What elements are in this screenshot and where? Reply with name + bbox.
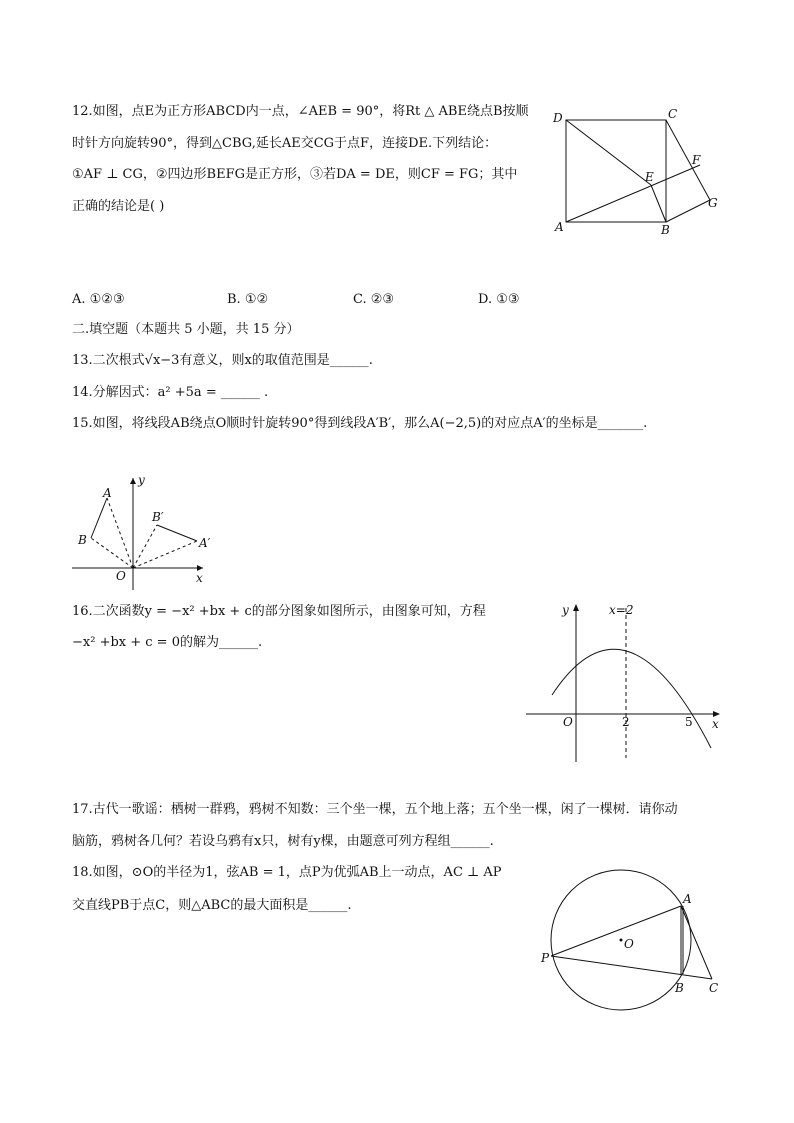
q17-line-2: 脑筋，鸦树各几何？若设乌鸦有x只，树有y棵，由题意可列方程组______. [72, 834, 494, 849]
option-a: A. ①②③ [72, 292, 125, 307]
q13-text: 13.二次根式√x−3有意义，则x的取值范围是______. [72, 353, 373, 368]
q16-label-x: x [712, 717, 719, 731]
q12-line-4: 正确的结论是( ) [72, 199, 165, 214]
q12-line-3: ①AF ⊥ CG，②四边形BEFG是正方形，③若DA = DE，则CF = FG；其中 [72, 167, 518, 182]
q16-line-1: 16.二次函数y = −x² +bx + c的部分图象如图所示，由图象可知，方程 [72, 604, 486, 619]
q12-line-1: 12.如图，点E为正方形ABCD内一点，∠AEB = 90°，将Rt △ ABE绕点B按顺 [72, 104, 529, 119]
q15-text: 15.如图，将线段AB绕点O顺时针旋转90°得到线段A′B′，那么A(−2,5)的对应点A′的坐标是_______. [72, 416, 648, 431]
q12-line-2: 时针方向旋转90°，得到△CBG,延长AE交CG于点F，连接DE.下列结论： [72, 136, 498, 151]
q16-tick-2: 2 [622, 715, 630, 729]
label-D: D [553, 111, 563, 125]
q18-label-A: A [683, 892, 692, 906]
q18-label-P: P [541, 951, 550, 965]
option-c: C. ②③ [353, 292, 395, 307]
section-heading: 二.填空题（本题共 5 小题，共 15 分） [72, 322, 300, 337]
label-C: C [668, 107, 678, 121]
label-B: B [661, 223, 670, 237]
q15-label-B1: B′ [152, 510, 164, 524]
label-G: G [708, 196, 718, 210]
label-F: F [692, 153, 701, 167]
q15-label-A1: A′ [199, 536, 211, 550]
q16-tick-5: 5 [685, 715, 693, 729]
q18-label-O: O [624, 937, 634, 951]
q14-text: 14.分解因式：a² +5a = ______ . [72, 385, 269, 400]
q16-label-O: O [563, 715, 573, 729]
q15-label-x: x [196, 571, 203, 585]
label-E: E [645, 170, 654, 184]
q15-label-B: B [78, 533, 87, 547]
option-d: D. ①③ [478, 292, 520, 307]
q15-label-O: O [116, 569, 126, 583]
q17-line-1: 17.古代一歌谣：栖树一群鸦，鸦树不知数：三个坐一棵，五个地上落；五个坐一棵，闲了一棵树．请你动 [72, 802, 678, 817]
q16-label-y: y [562, 603, 569, 617]
q15-label-A: A [103, 486, 112, 500]
q18-line-1: 18.如图，⊙O的半径为1，弦AB = 1，点P为优弧AB上一动点，AC ⊥ AP [72, 865, 502, 880]
option-b: B. ①② [227, 292, 269, 307]
label-A: A [555, 220, 564, 234]
q16-line-2: −x² +bx + c = 0的解为______. [72, 635, 263, 650]
q18-label-C: C [709, 981, 719, 995]
q15-label-y: y [138, 473, 145, 487]
q18-label-B: B [675, 981, 684, 995]
q16-axis-eq: x=2 [609, 603, 634, 617]
q18-line-2: 交直线PB于点C，则△ABC的最大面积是______. [72, 898, 352, 913]
